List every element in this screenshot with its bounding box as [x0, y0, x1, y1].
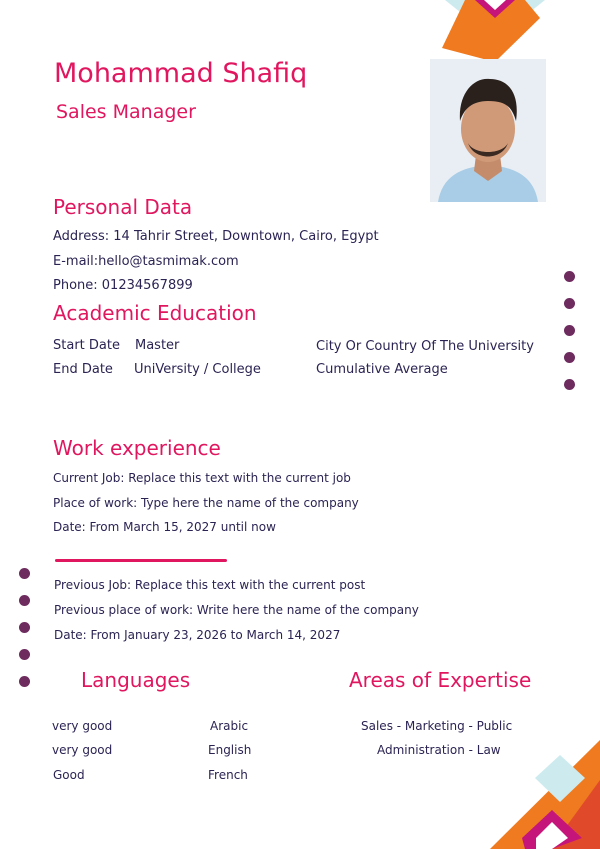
decor-dot — [19, 568, 30, 579]
address-text: Address: 14 Tahrir Street, Downtown, Cairo, Egypt — [53, 229, 379, 244]
decor-dot — [564, 379, 575, 390]
language-level: very good — [52, 743, 113, 757]
cumulative-average: Cumulative Average — [316, 362, 448, 377]
decor-dot — [19, 595, 30, 606]
languages-heading: Languages — [81, 668, 191, 692]
personal-data-heading: Personal Data — [53, 195, 193, 219]
decor-dot — [19, 649, 30, 660]
decor-dot — [564, 271, 575, 282]
profile-photo — [430, 59, 546, 202]
start-date-value: Master — [135, 338, 180, 353]
start-date-label: Start Date — [53, 338, 120, 353]
language-level: Good — [53, 768, 85, 782]
decor-dot — [564, 298, 575, 309]
decor-dot — [19, 676, 30, 687]
decor-dot — [564, 325, 575, 336]
job-title: Sales Manager — [56, 101, 196, 123]
current-job-text: Current Job: Replace this text with the current job — [53, 471, 351, 485]
place-of-work-text: Place of work: Type here the name of the company — [53, 496, 359, 510]
previous-date-text: Date: From January 23, 2026 to March 14, 2027 — [54, 628, 341, 642]
language-level: very good — [52, 719, 113, 733]
language-name: French — [208, 768, 248, 782]
decor-dot — [564, 352, 575, 363]
bottom-decoration — [490, 730, 600, 849]
work-heading: Work experience — [53, 436, 221, 460]
university-location: City Or Country Of The University — [316, 339, 534, 354]
section-divider — [55, 559, 227, 562]
decor-dot — [19, 622, 30, 633]
person-name: Mohammad Shafiq — [54, 58, 308, 89]
end-date-value: UniVersity / College — [134, 362, 261, 377]
previous-place-text: Previous place of work: Write here the name of the company — [54, 603, 419, 617]
top-decoration — [420, 0, 570, 62]
expertise-line-1: Sales - Marketing - Public — [361, 719, 513, 733]
work-date-text: Date: From March 15, 2027 until now — [53, 520, 276, 534]
email-text: E-mail:hello@tasmimak.com — [53, 254, 239, 269]
end-date-label: End Date — [53, 362, 113, 377]
language-name: Arabic — [210, 719, 249, 733]
expertise-line-2: Administration - Law — [377, 743, 501, 757]
education-heading: Academic Education — [53, 301, 257, 325]
previous-job-text: Previous Job: Replace this text with the current post — [54, 578, 366, 592]
phone-text: Phone: 01234567899 — [53, 278, 193, 293]
expertise-heading: Areas of Expertise — [349, 668, 532, 692]
language-name: English — [208, 743, 252, 757]
person-silhouette-icon — [430, 59, 546, 202]
